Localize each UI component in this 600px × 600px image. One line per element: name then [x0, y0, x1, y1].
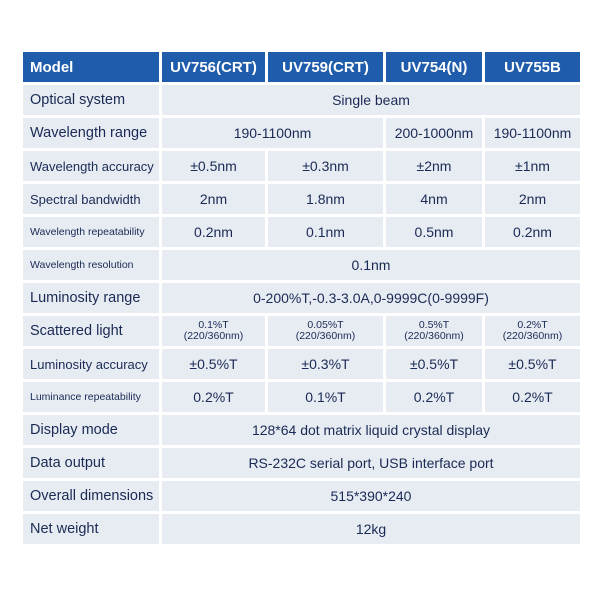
- scattered-value-line1: 0.1%T: [198, 319, 229, 331]
- row-value: 0.2%T: [386, 382, 482, 412]
- row-label: Wavelength repeatability: [23, 217, 159, 247]
- row-value: 0.1nm: [268, 217, 383, 247]
- row-value: 0.2nm: [162, 217, 265, 247]
- row-value: 2nm: [485, 184, 580, 214]
- row-value: 0.2%T: [162, 382, 265, 412]
- row-value: 190-1100nm: [162, 118, 383, 148]
- row-label: Optical system: [23, 85, 159, 115]
- spec-table: [20, 49, 583, 547]
- row-value: 0-200%T,-0.3-3.0A,0-9999C(0-9999F): [162, 283, 580, 313]
- row-optical-system: [23, 85, 580, 115]
- row-net-weight: [23, 514, 580, 544]
- row-label: Scattered light: [23, 316, 159, 346]
- scattered-value-line2: (220/360nm): [404, 330, 464, 342]
- row-label: Overall dimensions: [23, 481, 159, 511]
- row-display-mode: [23, 415, 580, 445]
- row-value: 1.8nm: [268, 184, 383, 214]
- row-value: [162, 316, 265, 346]
- row-value: 0.2nm: [485, 217, 580, 247]
- row-label: Spectral bandwidth: [23, 184, 159, 214]
- row-scattered-light: [23, 316, 580, 346]
- row-value: 515*390*240: [162, 481, 580, 511]
- scattered-value-line2: (220/360nm): [502, 330, 563, 342]
- row-value: 0.5nm: [386, 217, 482, 247]
- row-luminance-repeatability: [23, 382, 580, 412]
- header-model-label: Model: [23, 52, 159, 82]
- header-row: [23, 52, 580, 82]
- row-label: Wavelength resolution: [23, 250, 159, 280]
- scattered-value-line1: 0.5%T: [418, 319, 450, 331]
- row-luminosity-range: [23, 283, 580, 313]
- row-label: Luminosity range: [23, 283, 159, 313]
- row-value: 0.2%T: [485, 382, 580, 412]
- header-model-uv754: UV754(N): [386, 52, 482, 82]
- scattered-value-line1: 0.2%T: [517, 319, 548, 331]
- row-value: ±2nm: [386, 151, 482, 181]
- row-data-output: [23, 448, 580, 478]
- row-value: 2nm: [162, 184, 265, 214]
- row-value: 200-1000nm: [386, 118, 482, 148]
- scattered-value-line1: 0.05%T: [307, 319, 344, 331]
- row-value: 12kg: [162, 514, 580, 544]
- scattered-value-line2: (220/360nm): [295, 330, 356, 342]
- row-value: 128*64 dot matrix liquid crystal display: [162, 415, 580, 445]
- row-label: Luminosity accuracy: [23, 349, 159, 379]
- row-label: Net weight: [23, 514, 159, 544]
- row-value: ±0.3nm: [268, 151, 383, 181]
- header-model-uv756: UV756(CRT): [162, 52, 265, 82]
- row-luminosity-accuracy: [23, 349, 580, 379]
- row-wavelength-range: [23, 118, 580, 148]
- row-overall-dimensions: [23, 481, 580, 511]
- row-spectral-bandwidth: [23, 184, 580, 214]
- row-value: Single beam: [162, 85, 580, 115]
- row-label: Data output: [23, 448, 159, 478]
- row-value: 4nm: [386, 184, 482, 214]
- row-value: ±1nm: [485, 151, 580, 181]
- header-model-uv755b: UV755B: [485, 52, 580, 82]
- row-label: Wavelength accuracy: [23, 151, 159, 181]
- row-label: Display mode: [23, 415, 159, 445]
- row-value: ±0.5%T: [162, 349, 265, 379]
- row-wavelength-accuracy: [23, 151, 580, 181]
- scattered-value-line2: (220/360nm): [183, 330, 244, 342]
- row-value: 0.1%T: [268, 382, 383, 412]
- row-wavelength-repeatability: [23, 217, 580, 247]
- header-model-uv759: UV759(CRT): [268, 52, 383, 82]
- row-value: 190-1100nm: [485, 118, 580, 148]
- row-value: [386, 316, 482, 346]
- row-value: [485, 316, 580, 346]
- row-value: ±0.5%T: [386, 349, 482, 379]
- row-value: [268, 316, 383, 346]
- row-wavelength-resolution: [23, 250, 580, 280]
- row-value: ±0.3%T: [268, 349, 383, 379]
- row-value: 0.1nm: [162, 250, 580, 280]
- row-value: ±0.5nm: [162, 151, 265, 181]
- row-label: Luminance repeatability: [23, 382, 159, 412]
- row-label: Wavelength range: [23, 118, 159, 148]
- row-value: ±0.5%T: [485, 349, 580, 379]
- row-value: RS-232C serial port, USB interface port: [162, 448, 580, 478]
